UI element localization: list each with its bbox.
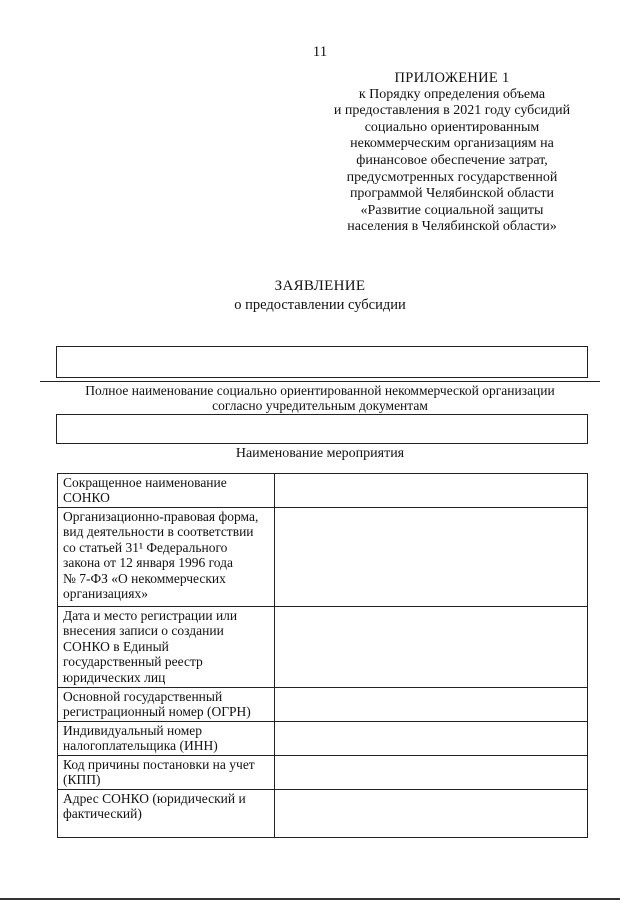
appendix-line: социально ориентированным — [364, 119, 540, 135]
row-label — [58, 474, 275, 508]
row-value-field[interactable] — [275, 508, 588, 607]
row-label — [58, 688, 275, 722]
row-label — [58, 607, 275, 688]
label-line: № 7-ФЗ «О некоммерческих — [63, 570, 226, 586]
table-row — [58, 607, 588, 688]
appendix-header — [316, 70, 588, 236]
row-value-field[interactable] — [275, 474, 588, 508]
row-value-field[interactable] — [275, 688, 588, 722]
page-bottom-divider — [0, 898, 620, 900]
label-line: Основной государственный — [63, 689, 223, 704]
table-row — [58, 508, 588, 607]
row-label — [58, 722, 275, 756]
row-label — [58, 508, 275, 607]
label-line: Организационно-правовая форма, — [63, 509, 259, 524]
document-title: ЗАЯВЛЕНИЕ — [274, 278, 366, 294]
label-line: (КПП) — [63, 772, 101, 788]
appendix-line: некоммерческим организациям на — [350, 136, 554, 152]
document-subtitle: о предоставлении субсидии — [234, 297, 406, 313]
label-line: Индивидуальный номер — [63, 723, 203, 738]
label-line: фактический) — [63, 806, 142, 822]
label-line: вид деятельности в соответствии — [63, 524, 254, 540]
label-line: Сокращенное наименование — [63, 475, 227, 490]
row-value-field[interactable] — [275, 722, 588, 756]
table-row — [58, 474, 588, 508]
row-label — [58, 756, 275, 790]
page-number: 11 — [312, 44, 328, 60]
label-line: организациях» — [63, 586, 148, 602]
label-line: юридических лиц — [63, 669, 166, 685]
organization-info-table — [57, 473, 588, 838]
table-row — [58, 722, 588, 756]
table-row — [58, 790, 588, 838]
table-row — [58, 688, 588, 722]
appendix-title: ПРИЛОЖЕНИЕ 1 — [394, 70, 510, 86]
appendix-line: населения в Челябинской области» — [347, 219, 557, 235]
org-name-caption — [40, 381, 600, 413]
label-line: Дата и место регистрации или — [63, 608, 238, 623]
event-name-caption: Наименование мероприятия — [235, 446, 405, 461]
label-line: внесения записи о создании — [63, 623, 224, 639]
label-line: СОНКО — [63, 490, 110, 506]
appendix-line: «Развитие социальной защиты — [360, 202, 544, 218]
appendix-line: и предоставления в 2021 году субсидий — [333, 103, 571, 119]
table-row — [58, 756, 588, 790]
label-line: государственный реестр — [63, 654, 203, 670]
org-name-caption-line: согласно учредительным документам — [212, 398, 428, 413]
label-line: Код причины постановки на учет — [63, 757, 255, 772]
label-line: Адрес СОНКО (юридический и — [63, 791, 246, 806]
label-line: регистрационный номер (ОГРН) — [63, 704, 251, 720]
label-line: СОНКО в Единый — [63, 638, 169, 654]
row-value-field[interactable] — [275, 756, 588, 790]
row-value-field[interactable] — [275, 790, 588, 838]
appendix-line: программой Челябинской области — [349, 186, 555, 202]
label-line: закона от 12 января 1996 года — [63, 555, 234, 571]
appendix-line: предусмотренных государственной — [346, 169, 558, 185]
org-name-field[interactable] — [56, 346, 588, 378]
event-name-field[interactable] — [56, 414, 588, 444]
row-label — [58, 790, 275, 838]
appendix-line: к Порядку определения объема — [358, 86, 546, 102]
label-line: налогоплательщика (ИНН) — [63, 738, 218, 754]
org-name-caption-line: Полное наименование социально ориентированной некоммерческой организации — [40, 381, 600, 398]
appendix-line: финансовое обеспечение затрат, — [356, 152, 548, 168]
label-line: со статьей 31¹ Федерального — [63, 539, 228, 555]
row-value-field[interactable] — [275, 607, 588, 688]
